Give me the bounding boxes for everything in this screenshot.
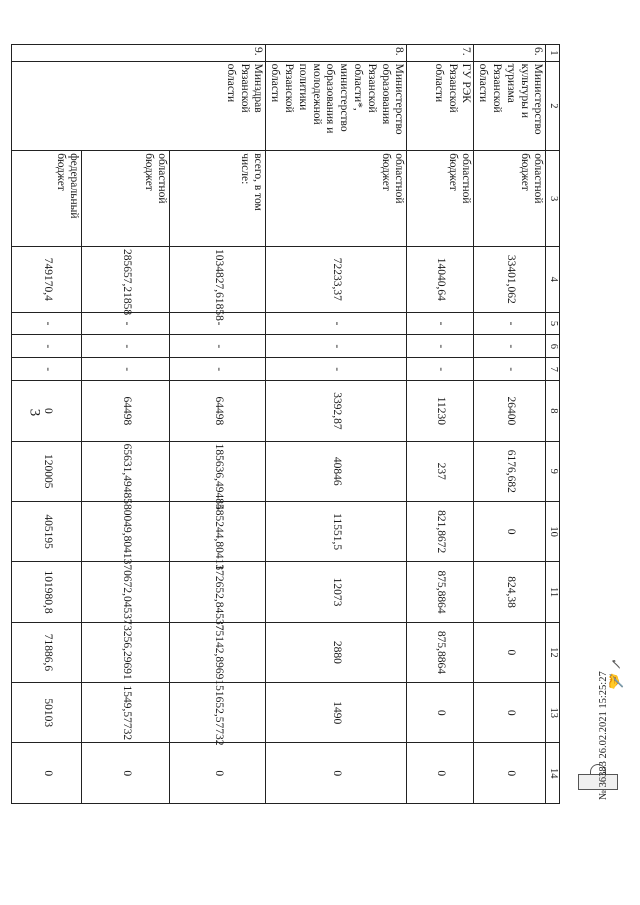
value-cell: 50103	[12, 683, 82, 743]
value-cell: 65631,49485	[82, 441, 170, 501]
value-cell: 2880	[266, 622, 407, 682]
value-cell: 0	[474, 743, 546, 804]
value-cell: 0	[474, 683, 546, 743]
value-cell: 821,8672	[407, 501, 474, 561]
header-cell: 6	[546, 335, 560, 358]
table-row	[170, 45, 266, 804]
value-cell: 101980,8	[12, 562, 82, 622]
value-cell: 3392,87	[266, 381, 407, 441]
value-cell: 405195	[12, 501, 82, 561]
value-cell: 0	[170, 743, 266, 804]
value-cell: 64498	[170, 381, 266, 441]
row-number: 7.	[407, 45, 474, 62]
organization-cell: ГУ РЭК Рязанской области	[407, 61, 474, 151]
value-cell: 71886,6	[12, 622, 82, 682]
value-cell: -	[12, 358, 82, 381]
value-cell: 172652,84537	[170, 562, 266, 622]
registration-number: № 36383 26.02.2021 15:25:27	[598, 671, 609, 800]
value-cell: 6176,682	[474, 441, 546, 501]
value-cell: -	[12, 312, 82, 335]
table-container	[41, 44, 560, 804]
value-cell: 237	[407, 441, 474, 501]
row-number: 6.	[474, 45, 546, 62]
table-row	[266, 45, 407, 804]
value-cell: 40846	[266, 441, 407, 501]
header-cell: 3	[546, 151, 560, 247]
header-cell: 2	[546, 61, 560, 151]
organization-cell	[82, 61, 170, 151]
value-cell: -	[266, 358, 407, 381]
header-cell: 7	[546, 358, 560, 381]
value-cell: 875,8864	[407, 622, 474, 682]
value-cell: 1490	[266, 683, 407, 743]
budget-table	[11, 44, 560, 804]
header-row	[546, 45, 560, 804]
header-cell: 11	[546, 562, 560, 622]
value-cell: 0	[82, 743, 170, 804]
row-number	[12, 45, 82, 62]
value-cell: 875,8864	[407, 562, 474, 622]
header-cell: 9	[546, 441, 560, 501]
organization-cell: Минздрав Рязанской области	[170, 61, 266, 151]
header-cell: 4	[546, 246, 560, 312]
value-cell: 0	[474, 622, 546, 682]
page-number: 3	[26, 408, 43, 417]
budget-source-cell: областной бюджет	[266, 151, 407, 247]
header-cell: 10	[546, 501, 560, 561]
value-cell: 0	[266, 743, 407, 804]
organization-cell: Министерство образования Рязанской области*, министерство образования и молодежной политики Рязанской области	[266, 61, 407, 151]
value-cell: 75142,89691	[170, 622, 266, 682]
value-cell: -	[82, 312, 170, 335]
value-cell: 0	[12, 381, 82, 441]
value-cell: 1034827,61858	[170, 246, 266, 312]
value-cell: 70672,04537	[82, 562, 170, 622]
value-cell: 285657,21858	[82, 246, 170, 312]
value-cell: -	[266, 312, 407, 335]
row-number	[82, 45, 170, 62]
value-cell: 0	[12, 743, 82, 804]
header-cell: 14	[546, 743, 560, 804]
budget-source-cell: областной бюджет	[474, 151, 546, 247]
table-row	[82, 45, 170, 804]
value-cell: -	[474, 312, 546, 335]
budget-source-cell: областной бюджет	[407, 151, 474, 247]
row-number: 8.	[266, 45, 407, 62]
organization-cell	[12, 61, 82, 151]
value-cell: 12073	[266, 562, 407, 622]
value-cell: 11551,5	[266, 501, 407, 561]
budget-source-cell: областной бюджет	[82, 151, 170, 247]
value-cell: 485244,80413	[170, 501, 266, 561]
value-cell: -	[474, 358, 546, 381]
header-cell: 1	[546, 45, 560, 62]
value-cell: -	[12, 335, 82, 358]
budget-source-cell: всего, в том числе:	[170, 151, 266, 247]
value-cell: 824,38	[474, 562, 546, 622]
value-cell: 0	[407, 743, 474, 804]
value-cell: 51652,57732	[170, 683, 266, 743]
header-cell: 8	[546, 381, 560, 441]
value-cell: 120005	[12, 441, 82, 501]
value-cell: -	[170, 358, 266, 381]
value-cell: 33401,062	[474, 246, 546, 312]
budget-source-cell: федеральный бюджет	[12, 151, 82, 247]
value-cell: -	[266, 335, 407, 358]
value-cell: 749170,4	[12, 246, 82, 312]
value-cell: 64498	[82, 381, 170, 441]
value-cell: -	[82, 358, 170, 381]
value-cell: 80049,80413	[82, 501, 170, 561]
header-cell: 5	[546, 312, 560, 335]
table-row	[474, 45, 546, 804]
value-cell: -	[474, 335, 546, 358]
table-row	[12, 45, 82, 804]
value-cell: 72233,37	[266, 246, 407, 312]
value-cell: 0	[407, 683, 474, 743]
value-cell: -	[407, 335, 474, 358]
value-cell: -	[407, 358, 474, 381]
value-cell: 0	[474, 501, 546, 561]
value-cell: -	[170, 312, 266, 335]
header-cell: 12	[546, 622, 560, 682]
value-cell: 14040,64	[407, 246, 474, 312]
header-cell: 13	[546, 683, 560, 743]
value-cell: 185636,49485	[170, 441, 266, 501]
value-cell: 3256,29691	[82, 622, 170, 682]
handwritten-mark: ✓ ✍	[606, 657, 622, 690]
value-cell: -	[82, 335, 170, 358]
value-cell: 26400	[474, 381, 546, 441]
value-cell: 11230	[407, 381, 474, 441]
value-cell: -	[407, 312, 474, 335]
row-number: 9.	[170, 45, 266, 62]
table-row	[407, 45, 474, 804]
value-cell: -	[170, 335, 266, 358]
value-cell: 1549,57732	[82, 683, 170, 743]
organization-cell: Министерство культуры и туризма Рязанской области	[474, 61, 546, 151]
